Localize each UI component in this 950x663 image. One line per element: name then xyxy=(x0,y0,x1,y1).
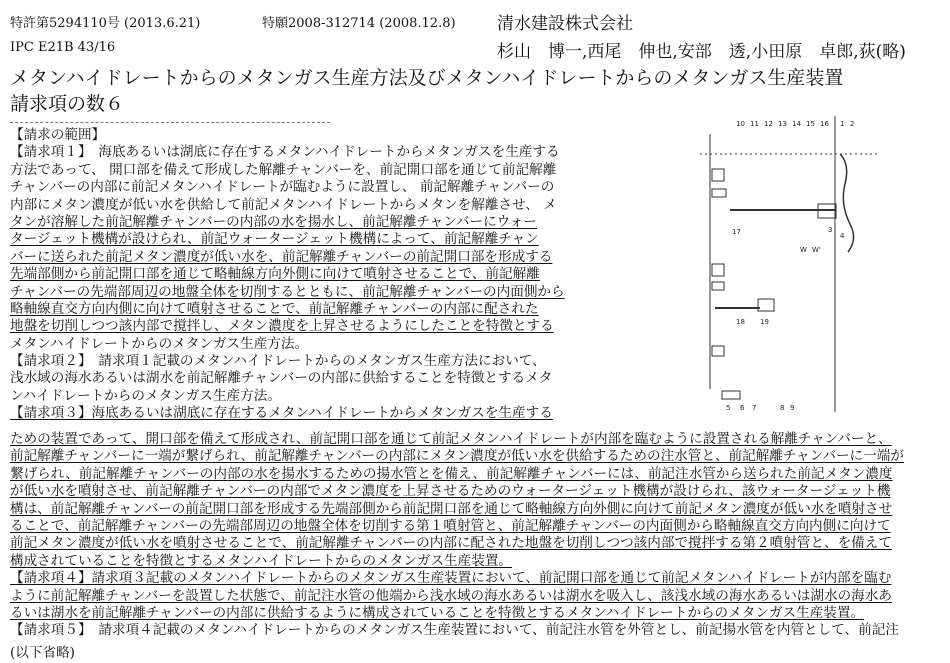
drawing-label-2: 2 xyxy=(850,120,855,128)
claim-text-line: ように前記解離チャンバーを設置した状態で、前記注水管の他端から浅水域の海水あるいは湖水を吸入し、該浅水域の海水あるいは湖水の海水あ xyxy=(10,587,892,604)
drawing-chamber-lower xyxy=(722,391,740,399)
drawing-label-w-prime: W' xyxy=(812,246,821,254)
drawing-label-5: 5 xyxy=(726,404,731,412)
drawing-label-19: 19 xyxy=(760,318,769,326)
patent-drawing xyxy=(640,114,940,414)
claim-text-line: 略軸線直交方向内側に向けて噴射させることで、前記解離チャンバーの内部に配された xyxy=(10,300,539,317)
claim-text-line: 【請求項３】海底あるいは湖底に存在するメタンハイドレートからメタンガスを生産する xyxy=(10,405,553,422)
drawing-vessel-lower xyxy=(712,346,724,356)
claim-text-line: タージェット機構が設けられ、前記ウォータージェット機構によって、前記解離チャン xyxy=(10,231,539,248)
claim-text-line: 構は、前記解離チャンバーの前記開口部を形成する先端部側から前記開口部を通じて略軸線方向外側に向けて前記メタン濃度が低い水を噴射させ xyxy=(10,500,893,517)
claim-text-line: 浅水域の海水あるいは湖水を前記解離チャンバーの内部に供給することを特徴とするメタ xyxy=(10,370,553,387)
claim-text-line: 内部にメタン濃度が低い水を供給して前記メタンハイドレートからメタンを解離させ、 メ xyxy=(10,196,557,213)
claim-text-line: 【請求項２】 請求項１記載のメタンハイドレートからのメタンガス生産方法において、 xyxy=(10,353,546,370)
drawing-label-7: 7 xyxy=(752,404,757,412)
omitted-note: (以下省略) xyxy=(10,645,75,661)
claim-text-line: 繋げられ、前記解離チャンバーの内部の水を揚水するための揚水管とを備え、前記解離チャンバーには、前記注水管から送られた前記メタン濃度 xyxy=(10,465,893,482)
claims-lower-block xyxy=(10,431,940,640)
drawing-chamber-middle xyxy=(758,299,774,311)
application-number: 特願2008-312714 (2008.12.8) xyxy=(262,16,456,31)
drawing-label-6: 6 xyxy=(740,404,745,412)
drawing-label-14: 14 xyxy=(792,120,801,128)
claim-text-line: 【請求項１】 海底あるいは湖底に存在するメタンハイドレートからメタンガスを生産する xyxy=(10,144,560,161)
drawing-label-3: 3 xyxy=(828,226,833,234)
claim-text-line: 構成されていることを特徴とするメタンハイドレートからのメタンガス生産装置。 xyxy=(10,552,513,569)
claims-count: 請求項の数６ xyxy=(10,93,125,115)
claim-text-line: チャンバーの内部に前記メタンハイドレートが臨むように設置し、 前記解離チャンバーの xyxy=(10,179,555,196)
claim-text-line: 地盤を切削しつつ該内部で撹拌し、メタン濃度を上昇させるようにしたことを特徴とする xyxy=(10,318,554,335)
ipc-code: IPC E21B 43/16 xyxy=(10,40,116,55)
drawing-label-w: W xyxy=(800,246,807,254)
claim-text-line: 【請求の範囲】 xyxy=(10,127,106,143)
drawing-label-11: 11 xyxy=(750,120,759,128)
dashed-separator xyxy=(10,122,330,123)
drawing-label-8: 8 xyxy=(780,404,785,412)
claim-text-line: が低い水を噴射させ、前記解離チャンバーの内部でメタン濃度を上昇させるためのウォータージェット機構が設けられ、該ウォータージェット機 xyxy=(10,483,891,500)
patent-number: 特許第5294110号 (2013.6.21) xyxy=(10,16,201,31)
claim-text-line: ンハイドレートからのメタンガス生産方法。 xyxy=(10,387,281,404)
claim-text-line: メタンハイドレートからのメタンガス生産方法。 xyxy=(10,335,309,352)
drawing-label-17: 17 xyxy=(732,228,741,236)
company-name: 清水建設株式会社 xyxy=(497,14,633,34)
claim-text-line: 【請求項５】 請求項４記載のメタンハイドレートからのメタンガス生産装置において、前記注水管を外管とし、前記揚水管を内管として、前記注 xyxy=(10,622,899,639)
drawing-vessel-upper xyxy=(712,169,726,197)
claim-text-line: 先端部側から前記開口部を通じて略軸線方向外側に向けて噴射させることで、前記解離 xyxy=(10,266,540,283)
claim-text-line: るいは湖水を前記解離チャンバーの内部に供給するように構成されていることを特徴とするメタンハイドレートからのメタンガス生産装置。 xyxy=(10,604,865,621)
claim-text-line: バーに送られた前記メタン濃度が低い水を、前記解離チャンバーの前記開口部を形成する xyxy=(10,248,553,265)
claim-text-line: チャンバーの先端部周辺の地盤全体を切削するとともに、前記解離チャンバーの内面側から xyxy=(10,283,565,300)
claim-text-line: 前記解離チャンバーに一端が繋げられ、前記解離チャンバーの内部にメタン濃度が低い水を供給するための注水管と、前記解離チャンバーに一端が xyxy=(10,448,904,465)
claim-text-line: タンが溶解した前記解離チャンバーの内部の水を揚水し、前記解離チャンバーにウォー xyxy=(10,213,537,230)
patent-title: メタンハイドレートからのメタンガス生産方法及びメタンハイドレートからのメタンガス生産装置 xyxy=(10,67,844,89)
drawing-vessel-middle xyxy=(712,264,724,290)
drawing-label-10: 10 xyxy=(736,120,745,128)
inventors: 杉山 博一,西尾 伸也,安部 透,小田原 卓郎,荻(略) xyxy=(497,42,906,62)
drawing-label-9: 9 xyxy=(790,404,795,412)
drawing-label-13: 13 xyxy=(778,120,787,128)
claim-text-line: 方法であって、 開口部を備えて形成した解離チャンバーを、前記開口部を通じて前記解離 xyxy=(10,161,557,178)
drawing-label-15: 15 xyxy=(806,120,815,128)
drawing-label-12: 12 xyxy=(764,120,773,128)
drawing-label-16: 16 xyxy=(820,120,829,128)
drawing-label-1: 1 xyxy=(840,120,845,128)
drawing-label-18: 18 xyxy=(736,318,745,326)
claims-upper-block xyxy=(10,127,590,423)
claim-text-line: ための装置であって、開口部を備えて形成され、前記開口部を通じて前記メタンハイドレートが内部を臨むように設置される解離チャンバーと、 xyxy=(10,431,892,447)
drawing-label-4: 4 xyxy=(840,232,845,240)
claim-text-line: 前記メタン濃度が低い水を噴射させることで、前記解離チャンバーの内部に配された地盤を切削しつつ該内部で撹拌する第２噴射管と、を備えて xyxy=(10,535,892,552)
claim-text-line: ることで、前記解離チャンバーの先端部周辺の地盤全体を切削する第１噴射管と、前記解離チャンバーの内面側から略軸線直交方向内側に向けて xyxy=(10,517,891,534)
claim-text-line: 【請求項４】請求項３記載のメタンハイドレートからのメタンガス生産装置において、前記開口部を通じて前記メタンハイドレートが内部を臨む xyxy=(10,570,892,587)
